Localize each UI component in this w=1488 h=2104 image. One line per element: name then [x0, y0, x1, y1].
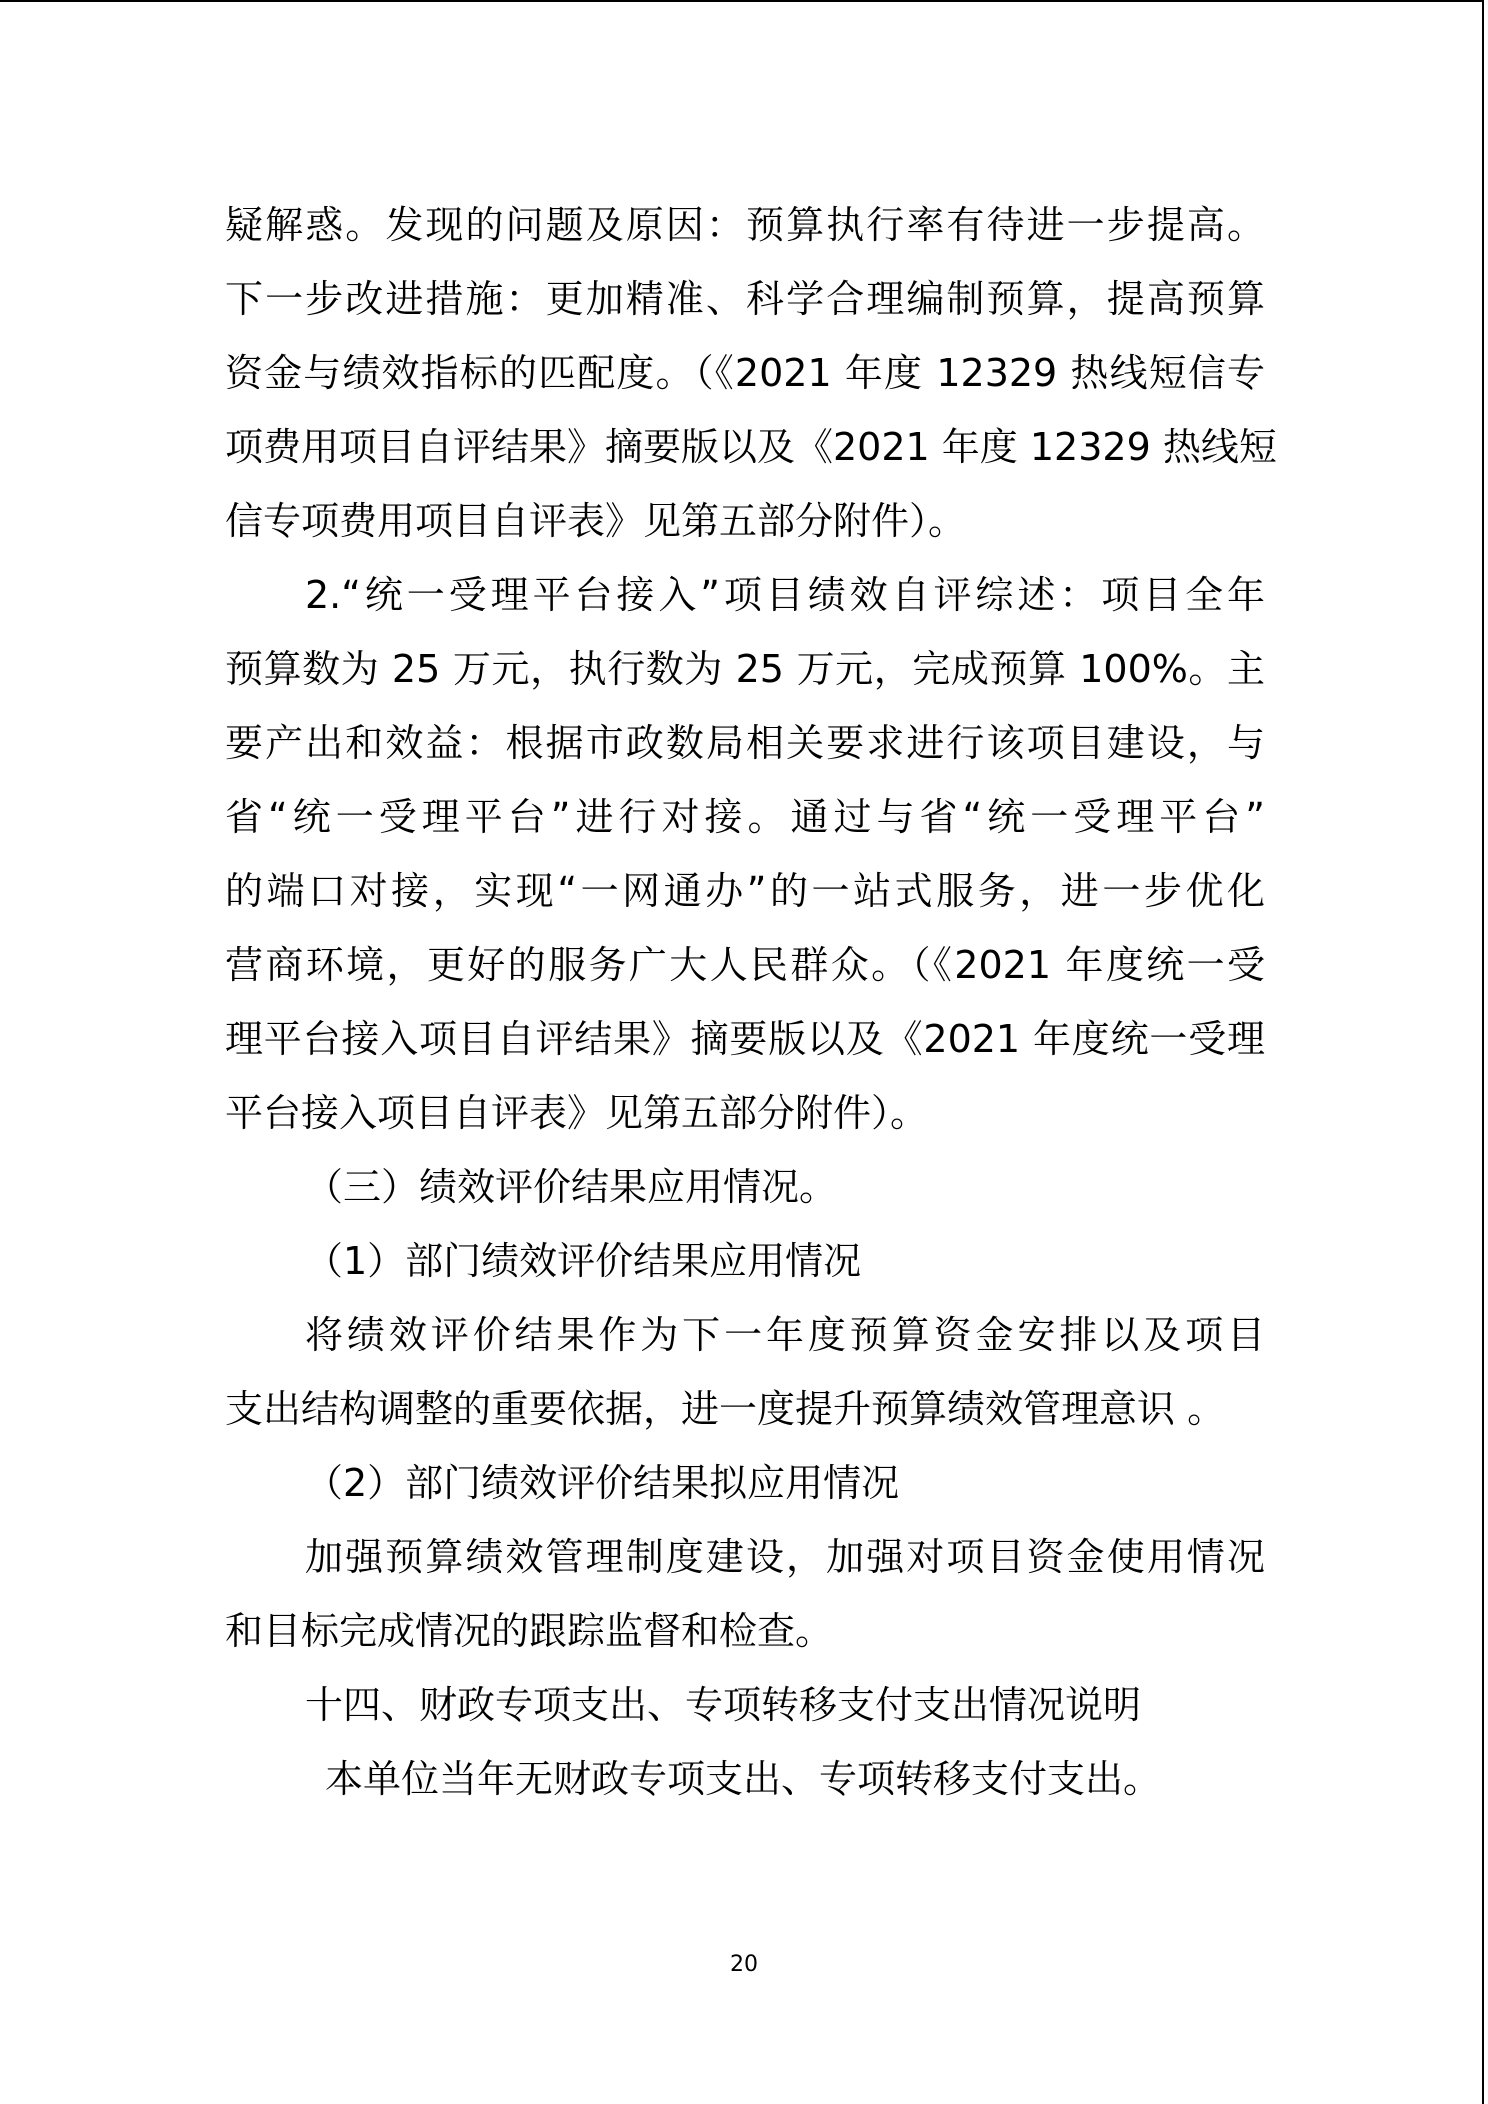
body-line: 营商环境，更好的服务广大人民群众。（《2021 年度统一受 [225, 943, 1265, 987]
body-line: 本单位当年无财政专项支出、专项转移支付支出。 [325, 1757, 1162, 1801]
body-line: 的端口对接，实现“一网通办”的一站式服务，进一步优化 [225, 869, 1265, 913]
body-line: 资金与绩效指标的匹配度。（《2021 年度 12329 热线短信专 [225, 351, 1265, 395]
subsection-heading: （2）部门绩效评价结果拟应用情况 [305, 1461, 900, 1505]
section-heading: 十四、财政专项支出、专项转移支付支出情况说明 [305, 1683, 1142, 1727]
document-body [225, 188, 1277, 1816]
body-line: 信专项费用项目自评表》见第五部分附件）。 [225, 499, 967, 543]
body-line: 支出结构调整的重要依据，进一度提升预算绩效管理意识 。 [225, 1387, 1226, 1431]
body-line: 2.“统一受理平台接入”项目绩效自评综述：项目全年 [305, 573, 1265, 617]
page-number: 20 [730, 1952, 758, 1977]
body-line: 下一步改进措施：更加精准、科学合理编制预算，提高预算 [225, 277, 1265, 321]
body-line: 和目标完成情况的跟踪监督和检查。 [225, 1609, 834, 1653]
body-line: 省“统一受理平台”进行对接。通过与省“统一受理平台” [225, 795, 1265, 839]
body-line: 要产出和效益：根据市政数局相关要求进行该项目建设，与 [225, 721, 1265, 765]
subsection-heading: （1）部门绩效评价结果应用情况 [305, 1239, 862, 1283]
section-heading: （三）绩效评价结果应用情况。 [305, 1165, 838, 1209]
body-line: 平台接入项目自评表》见第五部分附件）。 [225, 1091, 929, 1135]
body-line: 将绩效评价结果作为下一年度预算资金安排以及项目 [305, 1313, 1265, 1357]
body-line: 疑解惑。发现的问题及原因：预算执行率有待进一步提高。 [225, 203, 1265, 247]
body-line: 预算数为 25 万元，执行数为 25 万元，完成预算 100%。主 [225, 647, 1265, 691]
body-line: 项费用项目自评结果》摘要版以及《2021 年度 12329 热线短 [225, 425, 1277, 469]
body-line: 加强预算绩效管理制度建设，加强对项目资金使用情况 [305, 1535, 1265, 1579]
body-line: 理平台接入项目自评结果》摘要版以及《2021 年度统一受理 [225, 1017, 1265, 1061]
